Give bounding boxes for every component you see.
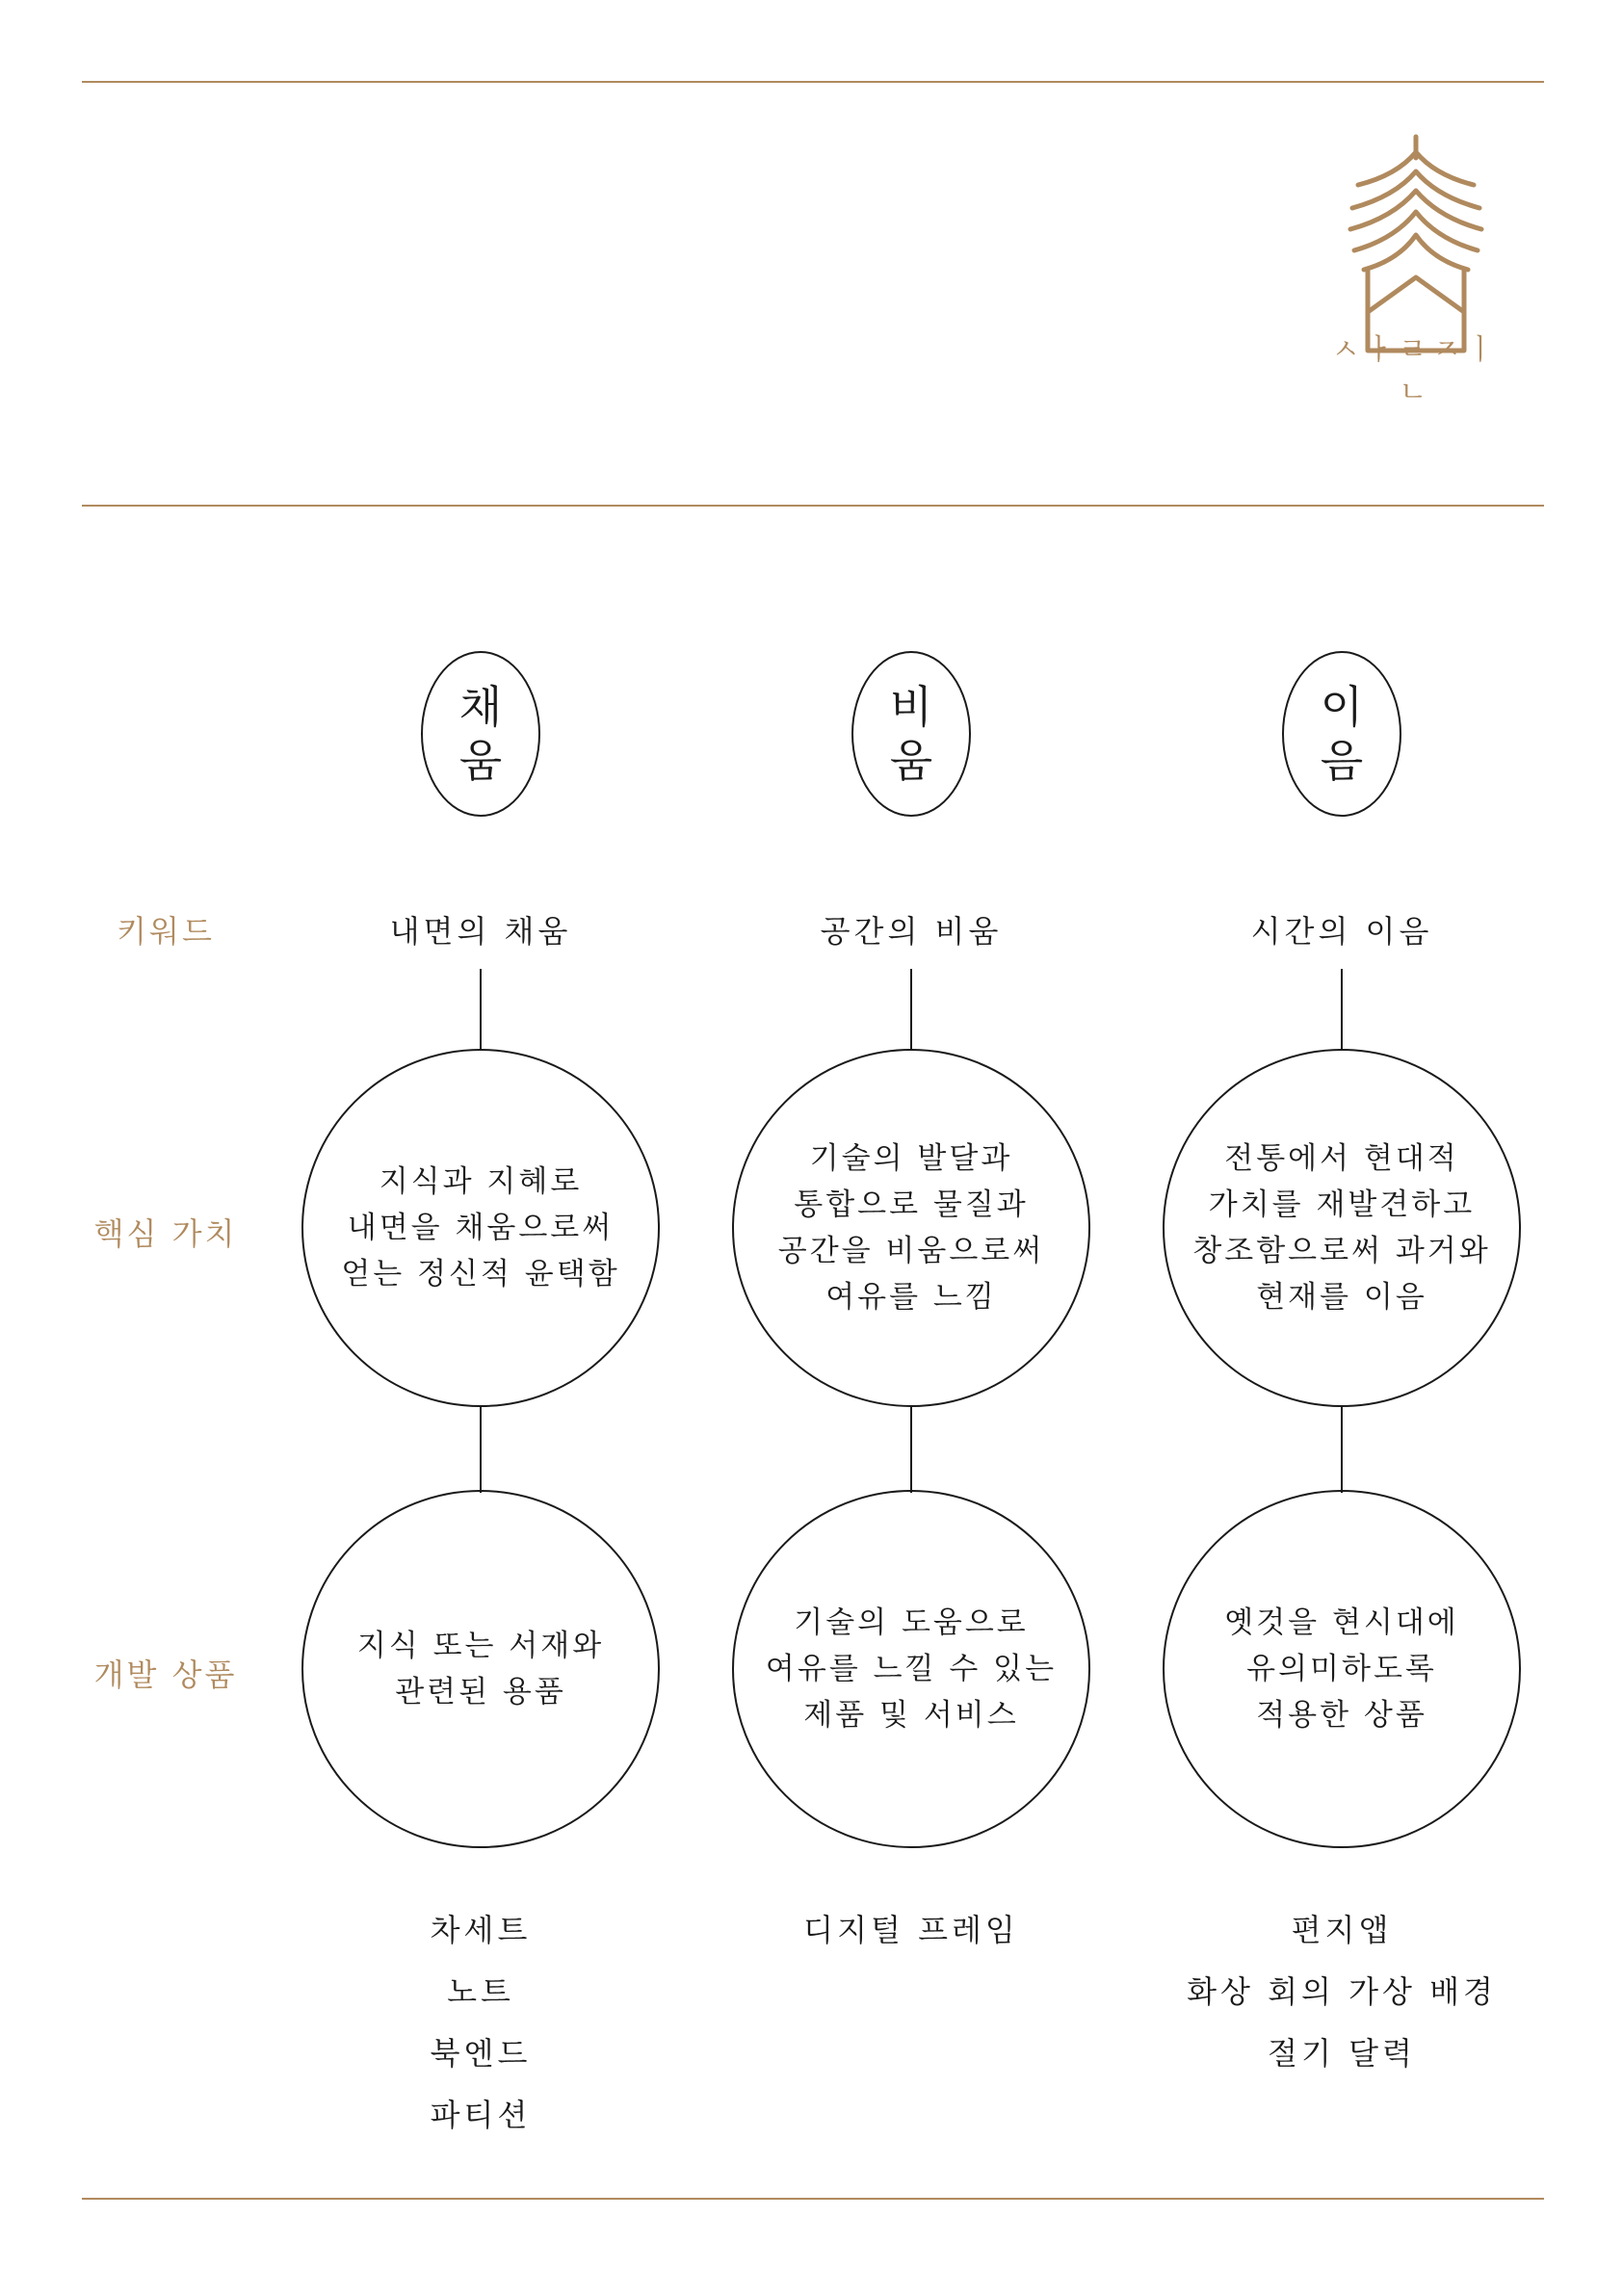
- core-value-text: 가치를 재발견하고: [1208, 1187, 1476, 1222]
- brand-wordmark: ㅅㅏㄹㅈㅣㄴ: [1331, 333, 1501, 409]
- row-label-core-value: 핵심 가치: [93, 1215, 238, 1252]
- column-title-bottom: 움: [458, 735, 503, 787]
- core-value-circle-chaeum: [301, 1049, 660, 1407]
- connector-line: [1341, 1406, 1343, 1493]
- connector-line: [480, 969, 482, 1050]
- top-divider: [82, 81, 1544, 83]
- product-text: 관련된 용품: [395, 1675, 566, 1709]
- column-title-oval-chaeum: [421, 651, 540, 817]
- product-item: 차세트: [430, 1912, 532, 1948]
- product-circle-ieum: [1163, 1490, 1521, 1848]
- product-items-chaeum: [288, 1899, 673, 2146]
- core-value-text: 얻는 정신적 윤택함: [341, 1257, 620, 1292]
- product-text: 옛것을 현시대에: [1224, 1605, 1459, 1640]
- core-value-text: 내면을 채움으로써: [347, 1211, 615, 1245]
- core-value-circle-ieum: [1163, 1049, 1521, 1407]
- core-value-text: 기술의 발달과: [809, 1141, 1013, 1176]
- keyword-ieum: 시간의 이음: [1250, 913, 1433, 950]
- keyword-chaeum: 내면의 채움: [389, 913, 572, 950]
- column-title-top: 채: [458, 681, 503, 733]
- core-value-text: 공간을 비움으로써: [777, 1234, 1045, 1268]
- core-value-text: 현재를 이음: [1256, 1280, 1427, 1315]
- product-item: 파티션: [430, 2097, 532, 2133]
- column-title-bottom: 움: [889, 735, 933, 787]
- product-text: 제품 및 서비스: [803, 1698, 1019, 1733]
- column-title-bottom: 음: [1320, 735, 1364, 787]
- core-value-text: 전통에서 현대적: [1224, 1141, 1459, 1176]
- column-title-top: 비: [889, 681, 933, 733]
- product-circle-bium: [732, 1490, 1090, 1848]
- bottom-divider: [82, 2198, 1544, 2200]
- core-value-text: 지식과 지혜로: [379, 1164, 583, 1199]
- connector-line: [1341, 969, 1343, 1050]
- core-value-circle-bium: [732, 1049, 1090, 1407]
- keyword-bium: 공간의 비움: [820, 913, 1003, 950]
- product-text: 유의미하도록: [1246, 1652, 1437, 1686]
- connector-line: [480, 1406, 482, 1493]
- product-text: 지식 또는 서재와: [356, 1629, 605, 1663]
- column-title-top: 이: [1320, 681, 1364, 733]
- product-item: 화상 회의 가상 배경: [1187, 1973, 1497, 2010]
- product-text: 적용한 상품: [1256, 1698, 1427, 1733]
- product-circle-chaeum: [301, 1490, 660, 1848]
- column-title-oval-ieum: [1282, 651, 1401, 817]
- product-item: 노트: [447, 1973, 514, 2010]
- product-items-ieum: [1149, 1899, 1534, 2084]
- connector-line: [910, 969, 912, 1050]
- product-items-bium: [719, 1899, 1104, 1961]
- connector-line: [910, 1406, 912, 1493]
- product-item: 편지앱: [1291, 1912, 1393, 1948]
- core-value-text: 통합으로 물질과: [794, 1187, 1029, 1222]
- product-item: 디지털 프레임: [803, 1912, 1019, 1948]
- row-label-keyword: 키워드: [117, 913, 215, 950]
- row-label-product: 개발 상품: [93, 1657, 238, 1693]
- header-divider: [82, 505, 1544, 507]
- column-title-oval-bium: [851, 651, 971, 817]
- product-text: 기술의 도움으로: [794, 1605, 1029, 1640]
- product-item: 절기 달력: [1268, 2035, 1416, 2072]
- core-value-text: 여유를 느낌: [825, 1280, 997, 1315]
- core-value-text: 창조함으로써 과거와: [1192, 1234, 1491, 1268]
- product-text: 여유를 느낄 수 있는: [765, 1652, 1058, 1686]
- product-item: 북엔드: [430, 2035, 532, 2072]
